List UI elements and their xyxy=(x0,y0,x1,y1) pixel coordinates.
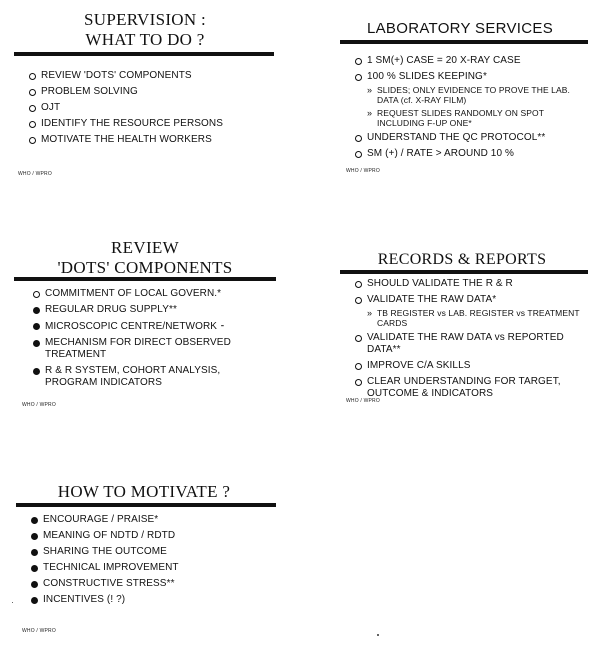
bullet-icon xyxy=(355,363,362,370)
sub-list xyxy=(367,308,594,328)
bullet-icon xyxy=(355,335,362,342)
bullet-icon xyxy=(31,597,38,604)
list-item: VALIDATE THE RAW DATA vs REPORTED DATA** xyxy=(354,332,594,356)
title-rule xyxy=(14,52,274,56)
bullet-icon xyxy=(355,297,362,304)
bullet-icon xyxy=(31,549,38,556)
bullet-icon xyxy=(33,368,40,375)
bullet-icon xyxy=(29,73,36,80)
sub-bullet-icon: » xyxy=(367,108,373,118)
slide-footer: WHO / WPRO xyxy=(22,402,56,408)
bullet-icon xyxy=(33,340,40,347)
slide-supervision xyxy=(0,0,300,200)
slide-review xyxy=(0,230,300,430)
bullet-icon xyxy=(29,121,36,128)
list-item: MECHANISM FOR DIRECT OBSERVED TREATMENT xyxy=(32,337,272,361)
bullet-icon xyxy=(33,323,40,330)
slide-footer: WHO / WPRO xyxy=(18,171,52,177)
bullet-icon xyxy=(33,291,40,298)
bullet-list xyxy=(354,278,594,404)
list-item: MICROSCOPIC CENTRE/NETWORK ⁃ xyxy=(32,320,272,333)
pen-mark-icon: ⁃ xyxy=(220,321,225,331)
bullet-icon xyxy=(29,105,36,112)
slide-title xyxy=(14,238,276,278)
title-line-1: SUPERVISION : xyxy=(83,10,207,29)
scan-speck xyxy=(377,634,379,636)
list-item: REVIEW 'DOTS' COMPONENTS xyxy=(28,70,288,82)
slide-motivate xyxy=(0,470,300,645)
list-item: CLEAR UNDERSTANDING FOR TARGET, OUTCOME & INDICATORS xyxy=(354,376,594,400)
slide-title xyxy=(14,10,276,50)
title-rule xyxy=(14,277,276,281)
title-rule xyxy=(16,503,276,507)
list-item: 100 % SLIDES KEEPING* » SLIDES; ONLY EVIDENCE TO PROVE THE LAB. DATA (cf. X-RAY FILM) » REQUEST SLIDES RANDOMLY ON SPOT INCLUDING F-UP ONE* xyxy=(354,71,590,128)
sub-bullet-icon: » xyxy=(367,308,373,318)
title-line-2: 'DOTS' COMPONENTS xyxy=(57,258,233,277)
bullet-list xyxy=(32,288,272,393)
list-item: 1 SM(+) CASE = 20 X-RAY CASE xyxy=(354,55,590,67)
list-item: VALIDATE THE RAW DATA* » TB REGISTER vs LAB. REGISTER vs TREATMENT CARDS xyxy=(354,294,594,328)
slide-title: LABORATORY SERVICES xyxy=(366,20,554,37)
slide-laboratory xyxy=(300,0,600,200)
list-item: TECHNICAL IMPROVEMENT xyxy=(30,562,270,574)
bullet-list xyxy=(28,70,288,150)
list-item: INCENTIVES (! ?) xyxy=(30,594,270,606)
list-item: REGULAR DRUG SUPPLY** xyxy=(32,304,272,316)
bullet-icon xyxy=(29,137,36,144)
sub-list xyxy=(367,85,590,128)
slide-footer: WHO / WPRO xyxy=(22,628,56,634)
title-line-1: REVIEW xyxy=(111,238,179,257)
bullet-icon xyxy=(31,533,38,540)
title-rule xyxy=(340,40,588,44)
sub-list-item: » REQUEST SLIDES RANDOMLY ON SPOT INCLUDING F-UP ONE* xyxy=(367,108,544,128)
list-item: UNDERSTAND THE QC PROTOCOL** xyxy=(354,132,590,144)
sub-list-item: » TB REGISTER vs LAB. REGISTER vs TREATMENT CARDS xyxy=(367,308,580,328)
list-item: MOTIVATE THE HEALTH WORKERS xyxy=(28,134,288,146)
scan-speck xyxy=(12,602,13,603)
list-item: ENCOURAGE / PRAISE* xyxy=(30,514,270,526)
bullet-icon xyxy=(33,307,40,314)
bullet-icon xyxy=(31,581,38,588)
bullet-icon xyxy=(355,135,362,142)
bullet-list xyxy=(354,55,590,164)
slide-footer: WHO / WPRO xyxy=(346,168,380,174)
bullet-icon xyxy=(355,281,362,288)
list-item: SHOULD VALIDATE THE R & R xyxy=(354,278,594,290)
list-item: SHARING THE OUTCOME xyxy=(30,546,270,558)
list-item: COMMITMENT OF LOCAL GOVERN.* xyxy=(32,288,272,300)
bullet-icon xyxy=(355,379,362,386)
list-item: R & R SYSTEM, COHORT ANALYSIS, PROGRAM INDICATORS xyxy=(32,365,272,389)
bullet-icon xyxy=(355,151,362,158)
list-item: SM (+) / RATE > AROUND 10 % xyxy=(354,148,590,160)
slide-title: RECORDS & REPORTS xyxy=(377,251,547,268)
title-rule xyxy=(340,270,588,274)
list-item: CONSTRUCTIVE STRESS** xyxy=(30,578,270,590)
title-line-2: WHAT TO DO ? xyxy=(85,30,205,49)
bullet-icon xyxy=(31,517,38,524)
bullet-icon xyxy=(31,565,38,572)
bullet-icon xyxy=(29,89,36,96)
bullet-list xyxy=(30,514,270,610)
list-item: PROBLEM SOLVING xyxy=(28,86,288,98)
list-item: IMPROVE C/A SKILLS xyxy=(354,360,594,372)
sub-bullet-icon: » xyxy=(367,85,373,95)
slide-footer: WHO / WPRO xyxy=(346,398,380,404)
bullet-icon xyxy=(355,74,362,81)
list-item: OJT xyxy=(28,102,288,114)
sub-list-item: » SLIDES; ONLY EVIDENCE TO PROVE THE LAB. DATA (cf. X-RAY FILM) xyxy=(367,85,571,105)
bullet-icon xyxy=(355,58,362,65)
list-item: MEANING OF NDTD / RDTD xyxy=(30,530,270,542)
slide-records xyxy=(300,230,600,430)
slide-title: HOW TO MOTIVATE ? xyxy=(57,482,231,501)
list-item: IDENTIFY THE RESOURCE PERSONS xyxy=(28,118,288,130)
